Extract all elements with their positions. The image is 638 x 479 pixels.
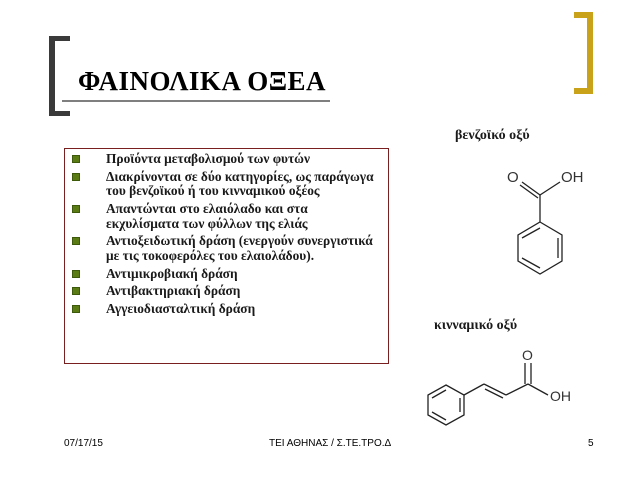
left-bracket <box>48 36 78 116</box>
list-item <box>72 302 382 317</box>
bullet-list <box>72 152 382 320</box>
bullet-text: Αντιμικροβιακή δράση <box>106 265 238 281</box>
right-bracket <box>568 12 598 94</box>
footer-center: ΤΕΙ ΑΘΗΝΑΣ / Σ.ΤΕ.ΤΡΟ.Δ <box>269 438 392 449</box>
cinnamic-acid-structure <box>412 340 592 430</box>
footer-page-number: 5 <box>588 438 594 449</box>
bullet-square-icon <box>72 237 80 245</box>
footer-date: 07/17/15 <box>64 438 103 449</box>
benzoic-oh-label: OH <box>561 169 584 186</box>
benzoic-acid-label: βενζοϊκό οξύ <box>455 128 530 143</box>
benzoic-o-label: O <box>507 169 519 186</box>
cinnamic-oh-label: OH <box>550 388 571 404</box>
bullet-square-icon <box>72 155 80 163</box>
bullet-square-icon <box>72 205 80 213</box>
list-item <box>72 234 382 263</box>
bullet-text: Απαντώνται στο ελαιόλαδο και στα εκχυλίσματα των φύλλων της ελιάς <box>106 201 308 231</box>
bullet-text: Διακρίνονται σε δύο κατηγορίες, ως παράγωγα του βενζοϊκού ή του κινναμικού οξέος <box>106 168 374 199</box>
bullet-square-icon <box>72 287 80 295</box>
bullet-text: Προϊόντα μεταβολισμού των φυτών <box>106 151 310 166</box>
list-item <box>72 202 382 231</box>
bullet-square-icon <box>72 173 80 181</box>
cinnamic-o-label: O <box>522 347 533 363</box>
list-item <box>72 170 382 199</box>
bullet-text: Αντιβακτηριακή δράση <box>106 283 241 299</box>
bullet-square-icon <box>72 305 80 313</box>
list-item <box>72 284 382 299</box>
cinnamic-acid-label: κινναμικό οξύ <box>434 318 518 333</box>
list-item <box>72 152 382 167</box>
list-item <box>72 267 382 282</box>
bullet-text: Αγγειοδιασταλτική δράση <box>106 301 256 317</box>
bullet-square-icon <box>72 270 80 278</box>
benzoic-acid-structure <box>495 160 605 300</box>
bullet-text: Αντιοξειδωτική δράση (ενεργούν συνεργιστικά με τις τοκοφερόλες του ελαιολάδου). <box>106 233 373 263</box>
slide-title: ΦΑΙΝΟΛΙΚΑ ΟΞΕΑ <box>78 66 326 96</box>
title-underline <box>62 100 330 102</box>
